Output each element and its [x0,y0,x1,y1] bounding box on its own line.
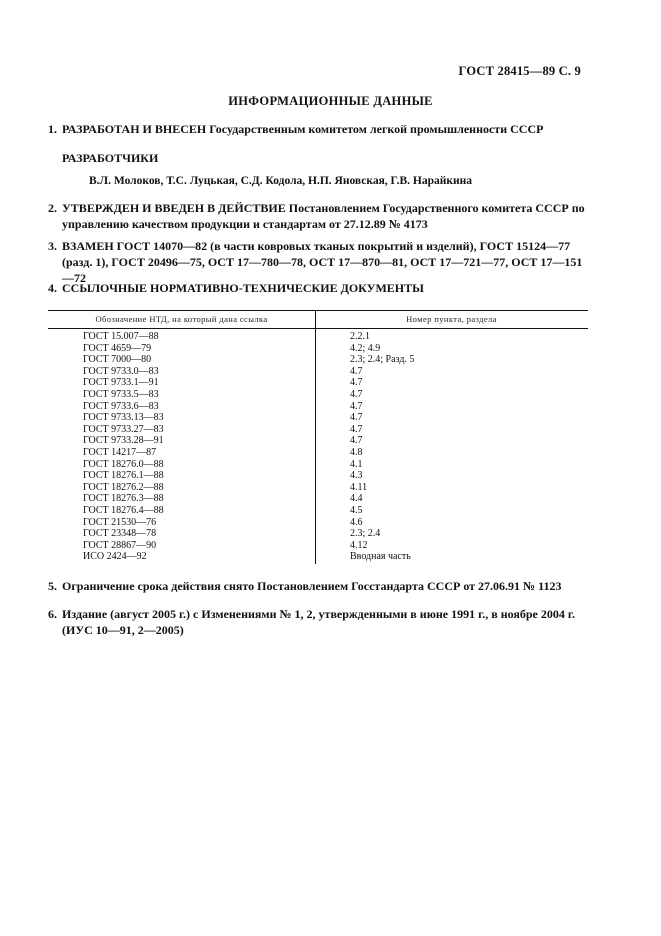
table-cell-clause: 2.2.1 [350,331,370,342]
section-number: 2. [48,201,57,215]
table-body [48,329,588,563]
table-cell-clause: 4.2; 4.9 [350,342,381,354]
table-cell-clause: 4.7 [350,435,363,447]
table-cell-clause: Вводная часть [350,551,411,563]
table-cell-clause: 4.7 [350,412,363,424]
section-4 [48,280,588,296]
table-row [48,459,588,471]
table-cell-doc: ГОСТ 14217—87 [83,446,157,458]
page-title: ИНФОРМАЦИОННЫЕ ДАННЫЕ [228,94,433,108]
section-number: 6. [48,607,57,621]
table-row [48,412,588,424]
table-row [48,447,588,459]
table-cell-clause: 2.3; 2.4 [350,528,381,540]
table-cell-clause: 4.5 [350,504,363,516]
section-number: 5. [48,579,57,593]
table-row [48,354,588,366]
table-cell-doc: ГОСТ 18276.4—88 [83,504,164,516]
table-cell-clause: 4.8 [350,446,363,458]
table-cell-clause: 4.7 [350,365,363,377]
section-1-text: РАЗРАБОТАН И ВНЕСЕН Государственным комитетом легкой промышленности СССР [62,122,544,136]
section-number: 1. [48,122,57,136]
table-row [48,470,588,482]
table-row [48,331,588,343]
table-row [48,505,588,517]
table-cell-doc: ГОСТ 9733.27—83 [83,423,164,435]
table-cell-doc: ГОСТ 9733.28—91 [83,435,164,447]
table-header-doc: Обозначение НТД, на который дана ссылка [95,314,268,324]
table-cell-doc: ГОСТ 4659—79 [83,342,152,354]
table-cell-doc: ИСО 2424—92 [83,551,147,563]
table-cell-doc: ГОСТ 7000—80 [83,354,152,366]
table-cell-clause: 2.3; 2.4; Разд. 5 [350,354,415,366]
table-cell-clause: 4.11 [350,481,368,493]
table-cell-clause: 4.7 [350,400,363,412]
table-row [48,551,588,563]
table-cell-doc: ГОСТ 9733.5—83 [83,388,159,400]
table-cell-clause: 4.12 [350,539,368,551]
section-5 [48,578,588,594]
table-row [48,366,588,378]
table-cell-doc: ГОСТ 23348—78 [83,528,157,540]
table-row [48,401,588,413]
developers-names: В.Л. Молоков, Т.С. Луцькая, С.Д. Кодола, Н.П. Яновская, Г.В. Нарайкина [89,175,472,187]
section-2-bold: УТВЕРЖДЕН И ВВЕДЕН В ДЕЙСТВИЕ [62,201,286,215]
section-4-text: ССЫЛОЧНЫЕ НОРМАТИВНО-ТЕХНИЧЕСКИЕ ДОКУМЕНТЫ [62,281,424,295]
table-cell-clause: 4.4 [350,493,363,505]
table-cell-doc: ГОСТ 9733.13—83 [83,412,164,424]
table-row [48,389,588,401]
table-header-clause: Номер пункта, раздела [406,314,497,324]
table-row [48,377,588,389]
table-cell-clause: 4.3 [350,470,363,482]
table-cell-doc: ГОСТ 9733.1—91 [83,377,159,389]
table-row [48,482,588,494]
table-cell-clause: 4.7 [350,377,363,389]
table-cell-doc: ГОСТ 18276.3—88 [83,493,164,505]
page-header-doc-ref: ГОСТ 28415—89 С. 9 [458,64,581,78]
table-row [48,343,588,355]
table-cell-doc: ГОСТ 9733.6—83 [83,400,159,412]
section-number: 4. [48,281,57,295]
table-row [48,517,588,529]
section-3-text: ВЗАМЕН ГОСТ 14070—82 (в части ковровых тканых покрытий и изделий), ГОСТ 15124—77 (разд. 1), ГОСТ 20496—75, ОСТ 17—780—78, ОСТ 17—870—81, ОСТ 17—721—77, ОСТ 17—151—72 [62,239,583,285]
table-cell-clause: 4.7 [350,423,363,435]
table-row [48,540,588,552]
section-2 [48,200,588,232]
references-table [48,310,588,563]
table-header [48,311,588,329]
section-1 [48,121,588,137]
developers-label: РАЗРАБОТЧИКИ [62,151,159,165]
table-cell-clause: 4.6 [350,516,363,528]
table-row [48,528,588,540]
table-cell-clause: 4.7 [350,388,363,400]
table-cell-doc: ГОСТ 15.007—88 [83,331,159,342]
table-cell-doc: ГОСТ 18276.2—88 [83,481,164,493]
table-row [48,424,588,436]
table-cell-doc: ГОСТ 18276.1—88 [83,470,164,482]
section-6-text: Издание (август 2005 г.) с Изменениями № 1, 2, утвержденными в июне 1991 г., в ноябре 2004 г. (ИУС 10—91, 2—2005) [62,607,575,637]
table-cell-doc: ГОСТ 21530—76 [83,516,157,528]
section-6 [48,606,588,638]
section-3 [48,238,588,286]
table-cell-doc: ГОСТ 28867—90 [83,539,157,551]
table-cell-doc: ГОСТ 9733.0—83 [83,365,159,377]
section-number: 3. [48,239,57,253]
table-row [48,493,588,505]
table-cell-doc: ГОСТ 18276.0—88 [83,458,164,470]
table-row [48,435,588,447]
section-5-text: Ограничение срока действия снято Постановлением Госстандарта СССР от 27.06.91 № 1123 [62,579,562,593]
table-cell-clause: 4.1 [350,458,363,470]
section-2-rest: Постановлением Государственного комитета СССР по управлению качеством продукции и стандартам от 27.12.89 № 4173 [62,201,585,231]
